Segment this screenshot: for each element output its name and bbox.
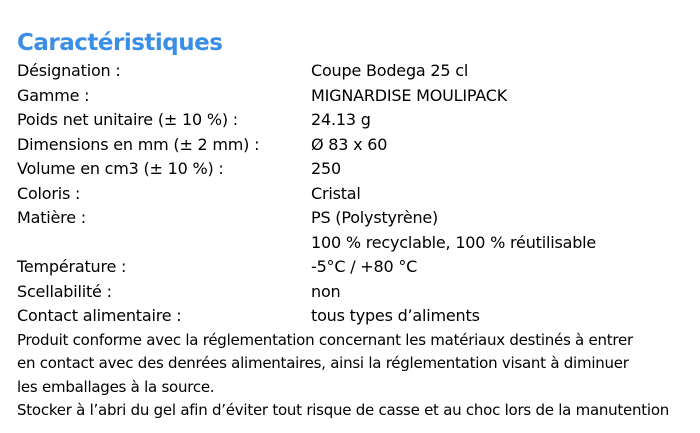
spec-row-material-note — [17, 231, 692, 256]
section-title: Caractéristiques — [17, 30, 223, 56]
note-line: les emballages à la source. — [17, 377, 215, 396]
note-line: Stocker à l’abri du gel afin d’éviter tout risque de casse et au choc lors de la manutention — [17, 401, 670, 419]
spec-value: non — [311, 281, 341, 301]
spec-value: 100 % recyclable, 100 % réutilisable — [311, 232, 597, 252]
spec-row-dimensions — [17, 133, 692, 158]
spec-label: Matière : — [17, 208, 86, 227]
spec-value: tous types d’aliments — [311, 306, 480, 325]
note-line: Produit conforme avec la réglementation concernant les matériaux destinés à entrer — [17, 330, 633, 349]
spec-row-designation — [17, 59, 692, 84]
spec-label: Scellabilité : — [17, 281, 112, 301]
spec-value: PS (Polystyrène) — [311, 208, 439, 227]
spec-label: Température : — [17, 257, 127, 276]
spec-row-food-contact — [17, 304, 692, 329]
spec-value: Coupe Bodega 25 cl — [311, 61, 469, 80]
spec-row-temperature — [17, 255, 692, 280]
note-line: en contact avec des denrées alimentaires, ainsi la réglementation visant à diminuer — [17, 354, 629, 372]
spec-label: Poids net unitaire (± 10 %) : — [17, 110, 238, 129]
compliance-notes — [17, 329, 692, 423]
spec-value: Cristal — [311, 183, 361, 203]
spec-label: Coloris : — [17, 183, 81, 203]
spec-value: MIGNARDISE MOULIPACK — [311, 85, 508, 105]
spec-row-range — [17, 84, 692, 109]
spec-value: 24.13 g — [311, 110, 371, 129]
spec-label — [17, 231, 311, 256]
spec-label: Dimensions en mm (± 2 mm) : — [17, 134, 260, 154]
spec-label: Désignation : — [17, 61, 121, 80]
spec-row-weight — [17, 108, 692, 133]
characteristics-sheet — [17, 28, 692, 423]
spec-value: -5°C / +80 °C — [311, 257, 418, 276]
spec-label: Contact alimentaire : — [17, 306, 182, 325]
spec-value: Ø 83 x 60 — [311, 134, 388, 154]
spec-row-material — [17, 206, 692, 231]
spec-label: Volume en cm3 (± 10 %) : — [17, 159, 224, 178]
spec-label: Gamme : — [17, 85, 90, 105]
spec-row-volume — [17, 157, 692, 182]
spec-row-sealability — [17, 280, 692, 305]
spec-value: 250 — [311, 159, 341, 178]
spec-row-color — [17, 182, 692, 207]
